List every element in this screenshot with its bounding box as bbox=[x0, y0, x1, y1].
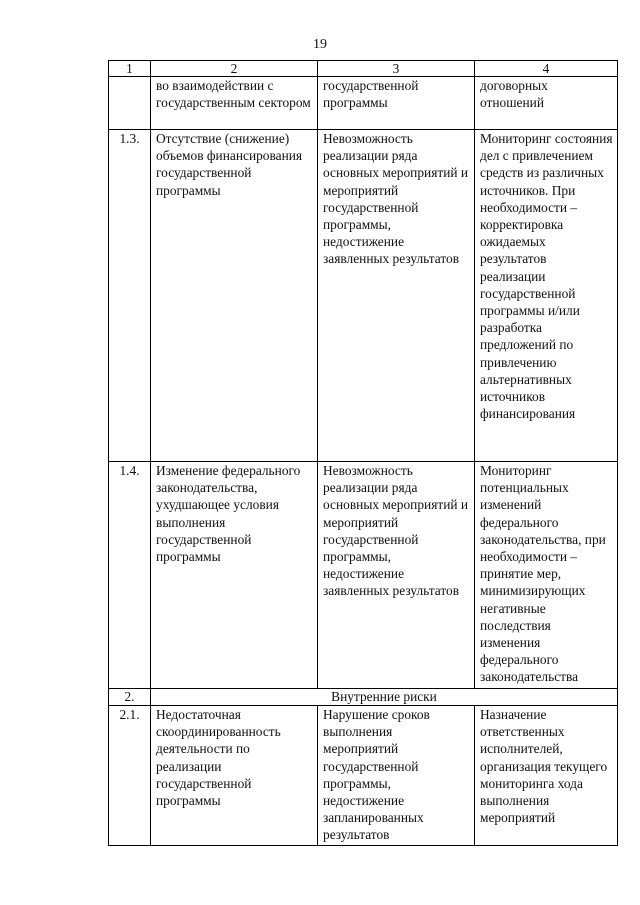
consequence-cell: Невозможность реализации ряда основных мероприятий и мероприятий государственной программы, недостижение заявленных результатов bbox=[318, 130, 475, 462]
row-number bbox=[109, 77, 151, 130]
consequence-cell: государственной программы bbox=[318, 77, 475, 130]
table-row bbox=[109, 462, 618, 689]
measures-cell: Назначение ответственных исполнителей, организация текущего мониторинга хода выполнения мероприятий bbox=[475, 706, 618, 846]
measures-cell: Мониторинг состояния дел с привлечением средств из различных источников. При необходимости – корректировка ожидаемых результатов реализации государственной программы и/или разработка предложений по привлечению альтернативных источников финансирования bbox=[475, 130, 618, 462]
header-row bbox=[109, 61, 618, 77]
header-col-3: 3 bbox=[318, 61, 475, 77]
measures-cell: Мониторинг потенциальных изменений федерального законодательства, при необходимости – принятие мер, минимизирующих негативные последствия изменения федерального законодательства bbox=[475, 462, 618, 689]
risk-cell: Отсутствие (снижение) объемов финансирования государственной программы bbox=[151, 130, 318, 462]
risk-table bbox=[108, 60, 618, 846]
risk-cell: Изменение федерального законодательства, ухудшающее условия выполнения государственной программы bbox=[151, 462, 318, 689]
row-number: 1.3. bbox=[109, 130, 151, 462]
table-row-continuation bbox=[109, 77, 618, 130]
risk-cell: во взаимодействии с государственным сектором bbox=[151, 77, 318, 130]
table-row bbox=[109, 130, 618, 462]
section-row bbox=[109, 689, 618, 706]
header-col-4: 4 bbox=[475, 61, 618, 77]
section-number: 2. bbox=[109, 689, 151, 706]
consequence-cell: Нарушение сроков выполнения мероприятий государственной программы, недостижение запланированных результатов bbox=[318, 706, 475, 846]
table-row bbox=[109, 706, 618, 846]
consequence-cell: Невозможность реализации ряда основных мероприятий и мероприятий государственной программы, недостижение заявленных результатов bbox=[318, 462, 475, 689]
page-number: 19 bbox=[313, 37, 327, 52]
header-col-1: 1 bbox=[109, 61, 151, 77]
header-col-2: 2 bbox=[151, 61, 318, 77]
section-title: Внутренние риски bbox=[151, 689, 618, 706]
row-number: 2.1. bbox=[109, 706, 151, 846]
measures-cell: договорных отношений bbox=[475, 77, 618, 130]
row-number: 1.4. bbox=[109, 462, 151, 689]
risk-cell: Недостаточная скоординированность деятельности по реализации государственной программы bbox=[151, 706, 318, 846]
